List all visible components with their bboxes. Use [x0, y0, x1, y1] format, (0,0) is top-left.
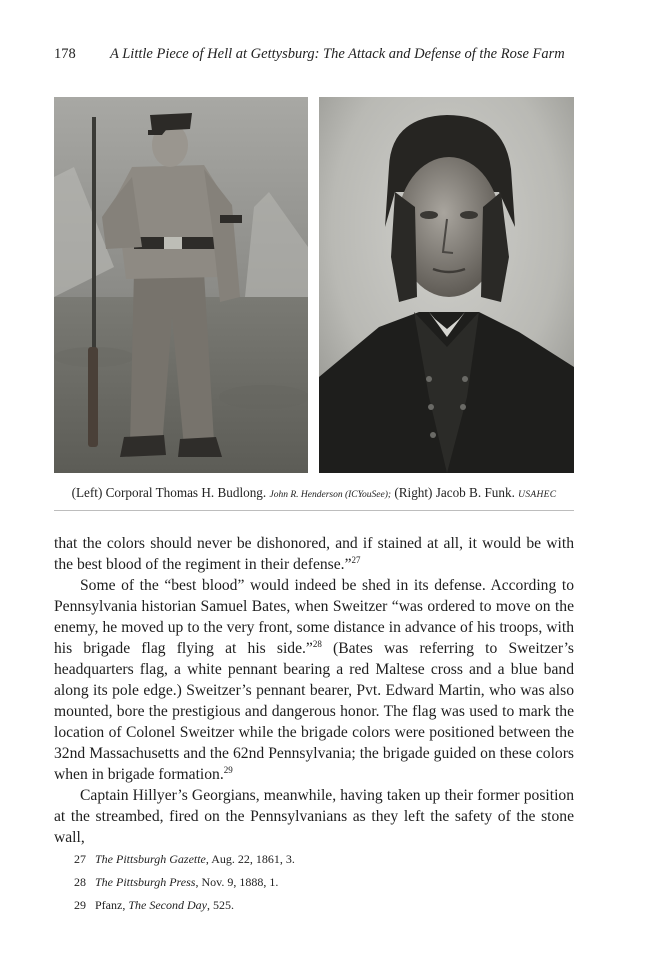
- page-number: 178: [54, 46, 76, 62]
- figure-caption: [54, 485, 574, 501]
- footnote-29: [74, 898, 554, 921]
- footnote-number: 29: [74, 898, 86, 912]
- footnote-number: 28: [74, 875, 86, 889]
- budlong-portrait-image: [54, 97, 308, 473]
- footnote-number: 27: [74, 852, 86, 866]
- paragraph-2: Some of the “best blood” would indeed be shed in its defense. According to Pennsylvania historian Samuel Bates, when Sweitzer “was ordered to move on the enemy, he moved up to the very front, some distance in advance of his troops, with his brigade flag flying at his side.”$^{28}$ (Bates was referring to Sweitzer’s headquarters flag, a white pennant bearing a red Maltese cross and a blue band along its pole edge.) Sweitzer’s pennant bearer, Pvt. Edward Martin, who was also mounted, bore the prestigious and dangerous honor. The flag was used to mark the location of Colonel Sweitzer while the brigade colors were positioned between the 32nd Massachusetts and the 62nd Pennsylvania; the brigade guided on these colors when in brigade formation.$^{29}$: [54, 577, 574, 783]
- paragraph-1: that the colors should never be dishonored, and if stained at all, it would be with the best blood of the regiment in their defense.”$^{27}$: [54, 535, 574, 573]
- caption-right-credit: USAHEC: [518, 490, 557, 500]
- footnotes: [74, 852, 554, 921]
- footnote-text: , Nov. 9, 1888, 1.: [195, 875, 279, 889]
- footnote-ref-27[interactable]: 27: [351, 555, 361, 565]
- footnote-ref-28[interactable]: 28: [312, 639, 322, 649]
- soldier-photo-right: [319, 97, 574, 473]
- caption-left-credit: John R. Henderson (ICYouSee);: [269, 490, 392, 500]
- footnote-author: Pfanz,: [95, 898, 129, 912]
- caption-divider: [54, 510, 574, 511]
- footnote-27: [74, 852, 554, 875]
- footnote-ref-29[interactable]: 29: [223, 765, 233, 775]
- running-title: A Little Piece of Hell at Gettysburg: The Attack and Defense of the Rose Farm: [110, 46, 565, 62]
- footnote-title: The Pittsburgh Press: [95, 875, 196, 889]
- caption-right-label: (Right) Jacob B. Funk.: [394, 485, 515, 500]
- footnote-title: The Pittsburgh Gazette: [95, 852, 206, 866]
- caption-left-label: (Left) Corporal Thomas H. Budlong.: [71, 485, 267, 500]
- funk-portrait-image: [319, 97, 574, 473]
- footnote-title: The Second Day: [128, 898, 207, 912]
- footnote-28: [74, 875, 554, 898]
- paragraph-3: Captain Hillyer’s Georgians, meanwhile, having taken up their former position at the streambed, fired on the Pennsylvanians as they left the safety of the stone wall,: [54, 787, 574, 846]
- soldier-photo-left: [54, 97, 308, 473]
- footnote-text: , 525.: [206, 898, 234, 912]
- body-text: [54, 533, 574, 848]
- page-header: [54, 46, 610, 63]
- footnote-text: , Aug. 22, 1861, 3.: [205, 852, 295, 866]
